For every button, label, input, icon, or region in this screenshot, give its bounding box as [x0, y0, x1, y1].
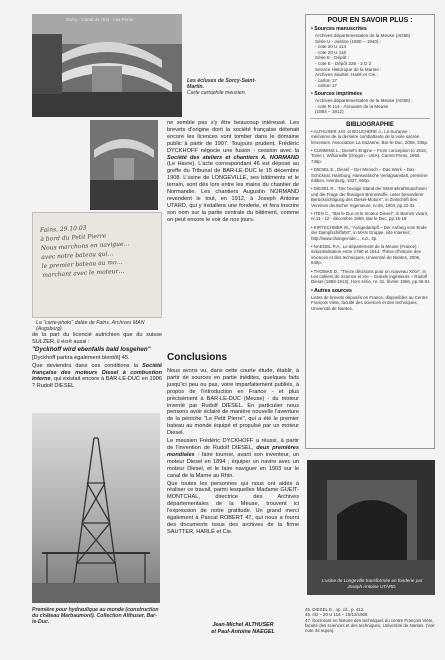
footnotes	[305, 607, 435, 633]
bib-entry: • THOMAS D., "Treize décisions pour un nouveau XIXe", in Les cahiers de Science et Vie – Grands ingénieurs – Rudolf Diesel (1858-1913), Hors série, nr. 31, février 1966, pp.46-61	[311, 268, 430, 285]
middle-column-text	[167, 120, 299, 225]
german-quote-text: "Dyckhoff wird ebenfalls bald losgehen"	[32, 345, 151, 353]
sidebar-divider	[310, 118, 430, 119]
canal-caption-main: Les écluses de Sorcy-Saint-Martin.	[187, 78, 256, 91]
lock-illustration	[90, 120, 158, 210]
german-quote	[32, 347, 162, 354]
left-para-1: de la part du licencié autrichien que du suisse SULZER, il écrit aussi :	[32, 332, 162, 345]
bib-entry: • ALTHUSER J.M. et BOUCHERE J., La Suzanne : mémoires de la dernière combattante de la voile sacrée fervesses. Association La Suzanne, Bar-le-Duc, 2006, 336p.	[311, 128, 429, 145]
postcard-photo	[32, 212, 162, 318]
sidebar-printed-list: Archives départementales de la Meuse (AD55) : - cote R 114 - Annuaire de la Meuse (1884 – 1912)	[315, 97, 413, 115]
sidebar-section-printed: • Sources imprimées	[311, 90, 363, 97]
bib-entry: • DIESEL E., Diesel – Der Mensch – Das Werk – Das Schicksal, Hamburg, Hanseatische Verlagsanstalt, première édition, Hamburg, 1937, 560p.	[311, 167, 428, 183]
sidebar-section-manuscripts: • Sources manuscrites	[311, 26, 367, 32]
postcard-handwriting: Fains, 29.10.03 à bord du Petit Pierre Nous marchons en navigue… avec notre bateau qui… le premier bateau au mo… marchant avec le moteur…	[39, 224, 130, 279]
bib-entry: • KIRTSCHMER W., "Ausgedampft – Der Anfang vom Ende der Dampfschiffahrt", in MAN Gruppe, site Internet : http://www.changeAide..., s.d., 3p.	[311, 224, 427, 241]
authors-signature: Jean-Michel ALTHUSER et Paul-Antoine NAEGEL	[211, 622, 275, 635]
bib-entry: • ITEN C., "Bar le Duc et le moteur Diesel", in Barrois vivant, nr.11 - 12 - décembre 1959, Bar le Duc, pp.15-18	[311, 211, 429, 222]
bibliography-title: BIBLIOGRAPHIE	[346, 121, 394, 128]
further-reading-box	[305, 14, 435, 449]
conclusions-para-2a: Le meusien Frédéric DYCKHOFF a réussi, à partir de l'invention de Rudolf DIESEL,	[167, 438, 299, 451]
conclusions-para-1: Nous avons vu, dans cette courte étude, établir, à partir de sources en partie inédites, quelques faits jusqu'ici peu ou pas, voire imparfaitement publiés, à propos de l'introduction en France - et plus précisément à BAR-LE-DUC (Meuse) - du moteur inventé par Rudolf DIESEL. En particulier nous pensons avoir éclairé de manière nouvelle l'aventure de la péniche "Le Petit Pierre", qui a été le premier bateau au monde équipé et propulsé par un moteur Diesel.	[167, 368, 299, 437]
left-column-text	[32, 332, 162, 391]
conclusions-heading: Conclusions	[167, 352, 228, 363]
middle-para-1-emph: Société des ateliers et chantiers A. NORMAND	[167, 154, 299, 161]
left-para-2-emph: Société française des moteurs Diesel à combustion interne	[32, 362, 162, 383]
conclusions-text	[167, 368, 299, 537]
middle-para-1	[167, 120, 299, 224]
footnote: 45. DIESEL E., op. cit., p. 412.	[305, 607, 365, 612]
canal-bridges-photo	[32, 14, 182, 117]
left-para-2	[32, 363, 162, 391]
bib-entry: • CUMMINS L., Diesel's Engine – From conception to 1918, Tome I, Wilsonville (Oregon - USA), Carnot Press, 1993, 746p.	[311, 147, 427, 164]
sidebar-section-other: • Autres sources	[311, 287, 352, 294]
pylon-caption: Première pour hydraulique au monde (construction du château Marbaumont). Collection Althuser, Bar-le-Duc.	[32, 607, 159, 626]
pylon-illustration	[32, 413, 160, 603]
quote-translation: [Dyckhoff partira également bientôt] 45.	[32, 354, 130, 361]
left-para-2b: , qui existait encore à BAR-LE-DUC en 1906 ? Rudolf DIESEL	[32, 376, 162, 390]
conclusions-para-3: Que toutes les personnes qui nous ont aidés à réaliser ce travail, parmi lesquelles Madame GUEIT-MONTCHAL, directrice des Archives départementales de la Meuse, trouvent ici l'expression de notre gratitude. Un grand merci également à Pascal ROBERT 47, qui nous a fourni des documents issus des archives de la firme SAUTTER, HARLÉ et Cie.	[167, 480, 299, 535]
middle-para-1a: ne semble pas s'y être beaucoup intéressé. Les brevets d'origine dont la société française détenait encore les licences vont tomber dans le domaine public à partir de 1907. Toujours prudent, Frédéric DYCKHOFF négocie une fusion - cession avec la	[167, 120, 299, 154]
middle-para-1b: (Le Havre). L'acte correspondant 46 est déposé au greffe du Tribunal de BAR-LE-DUC le 15 décembre 1908. L'usine de LONGEVILLE, ses bâtiments et le terrain, sont dès lors entre les mains du chantier de Normandie. Les chantiers Augustin NORMAND revendent le tout, en 1912, à Joseph Antoine UTARD, qui y installera une fonderie, et fera inscrire son nom sur la partie centrale du bâtiment, comme on peut encore le voir de nos jours.	[167, 161, 299, 223]
pylon-photo	[32, 413, 160, 603]
conclusions-para-2	[167, 438, 299, 479]
sidebar-other-text: Listes de brevets déposés en France, disponibles au Centre François Viète, faculté des sciences et des techniques, Université de Nantes.	[311, 294, 428, 311]
footnote: 46. AD – 20 U 116 – 15/12/1908	[305, 612, 368, 618]
factory-illustration	[307, 460, 435, 595]
canal-caption-source: Carte cartophile meusien.	[187, 90, 247, 97]
canal-bridges-illustration	[32, 14, 182, 117]
left-para-2a: Que deviendra dans ces conditions la	[32, 362, 143, 369]
conclusions-para-2-emph: deux premières mondiales	[167, 444, 299, 458]
engine-caption: L'usine de Longeville transformée en fonderie par Joseph Antoine UTARD.	[321, 578, 423, 589]
postcard-caption: La "carte-photo" datée de Fains. Archives MAN (Augsburg).	[36, 320, 145, 333]
bib-entry: • NAEGEL P.A., Le département de la Meuse (France) : industrialisation entre 1790 et 1914. Thèse d'histoire des sciences et des techniques, Université de Nantes, 2006, 549p.	[311, 244, 421, 266]
conclusions-para-2b: : faire tourner, avant son inventeur, un moteur Diesel en 1894 ; équiper un navire avec un moteur Diesel, et le faire naviguer en 1903 sur le canal de la Marne au Rhin.	[167, 451, 299, 479]
canal-photo-header: Sorcy - Canal de l'Est - Les Ponts	[66, 17, 134, 22]
sidebar-title: POUR EN SAVOIR PLUS :	[327, 17, 413, 24]
footnote: 47. Doctorant en histoire des techniques au centre François Viète, faculté des sciences et des techniques, Université de Nantes. (Voir note 34 supra).	[305, 617, 435, 634]
lock-photo	[90, 120, 158, 210]
bib-entry: • DIESEL R., "Der heutige Stand der Wärmekraftmaschinen und die Frage der flüssigen Brennstoffe, unter besonderer Berücksichtigung des Diesel-Motors", in Zeitschrift des Vereines deutscher Ingenieure, nr.36, 1903, pp.22-31	[311, 186, 427, 208]
sidebar-manuscripts-list: Archives départementales de la Meuse (AD55) : Série U - Justice (1800 – 1940) : - cote 20 U 114 - cote 20 U 116 Série E - Dépôt : - cote E - Dépôt 226 - 2 D 2 Service Historique de la Marine : Archives Sautter, Harlé et Cie : - carton 17 - carton 17	[315, 33, 413, 89]
engine-photo	[307, 460, 435, 595]
canal-caption	[187, 78, 257, 97]
